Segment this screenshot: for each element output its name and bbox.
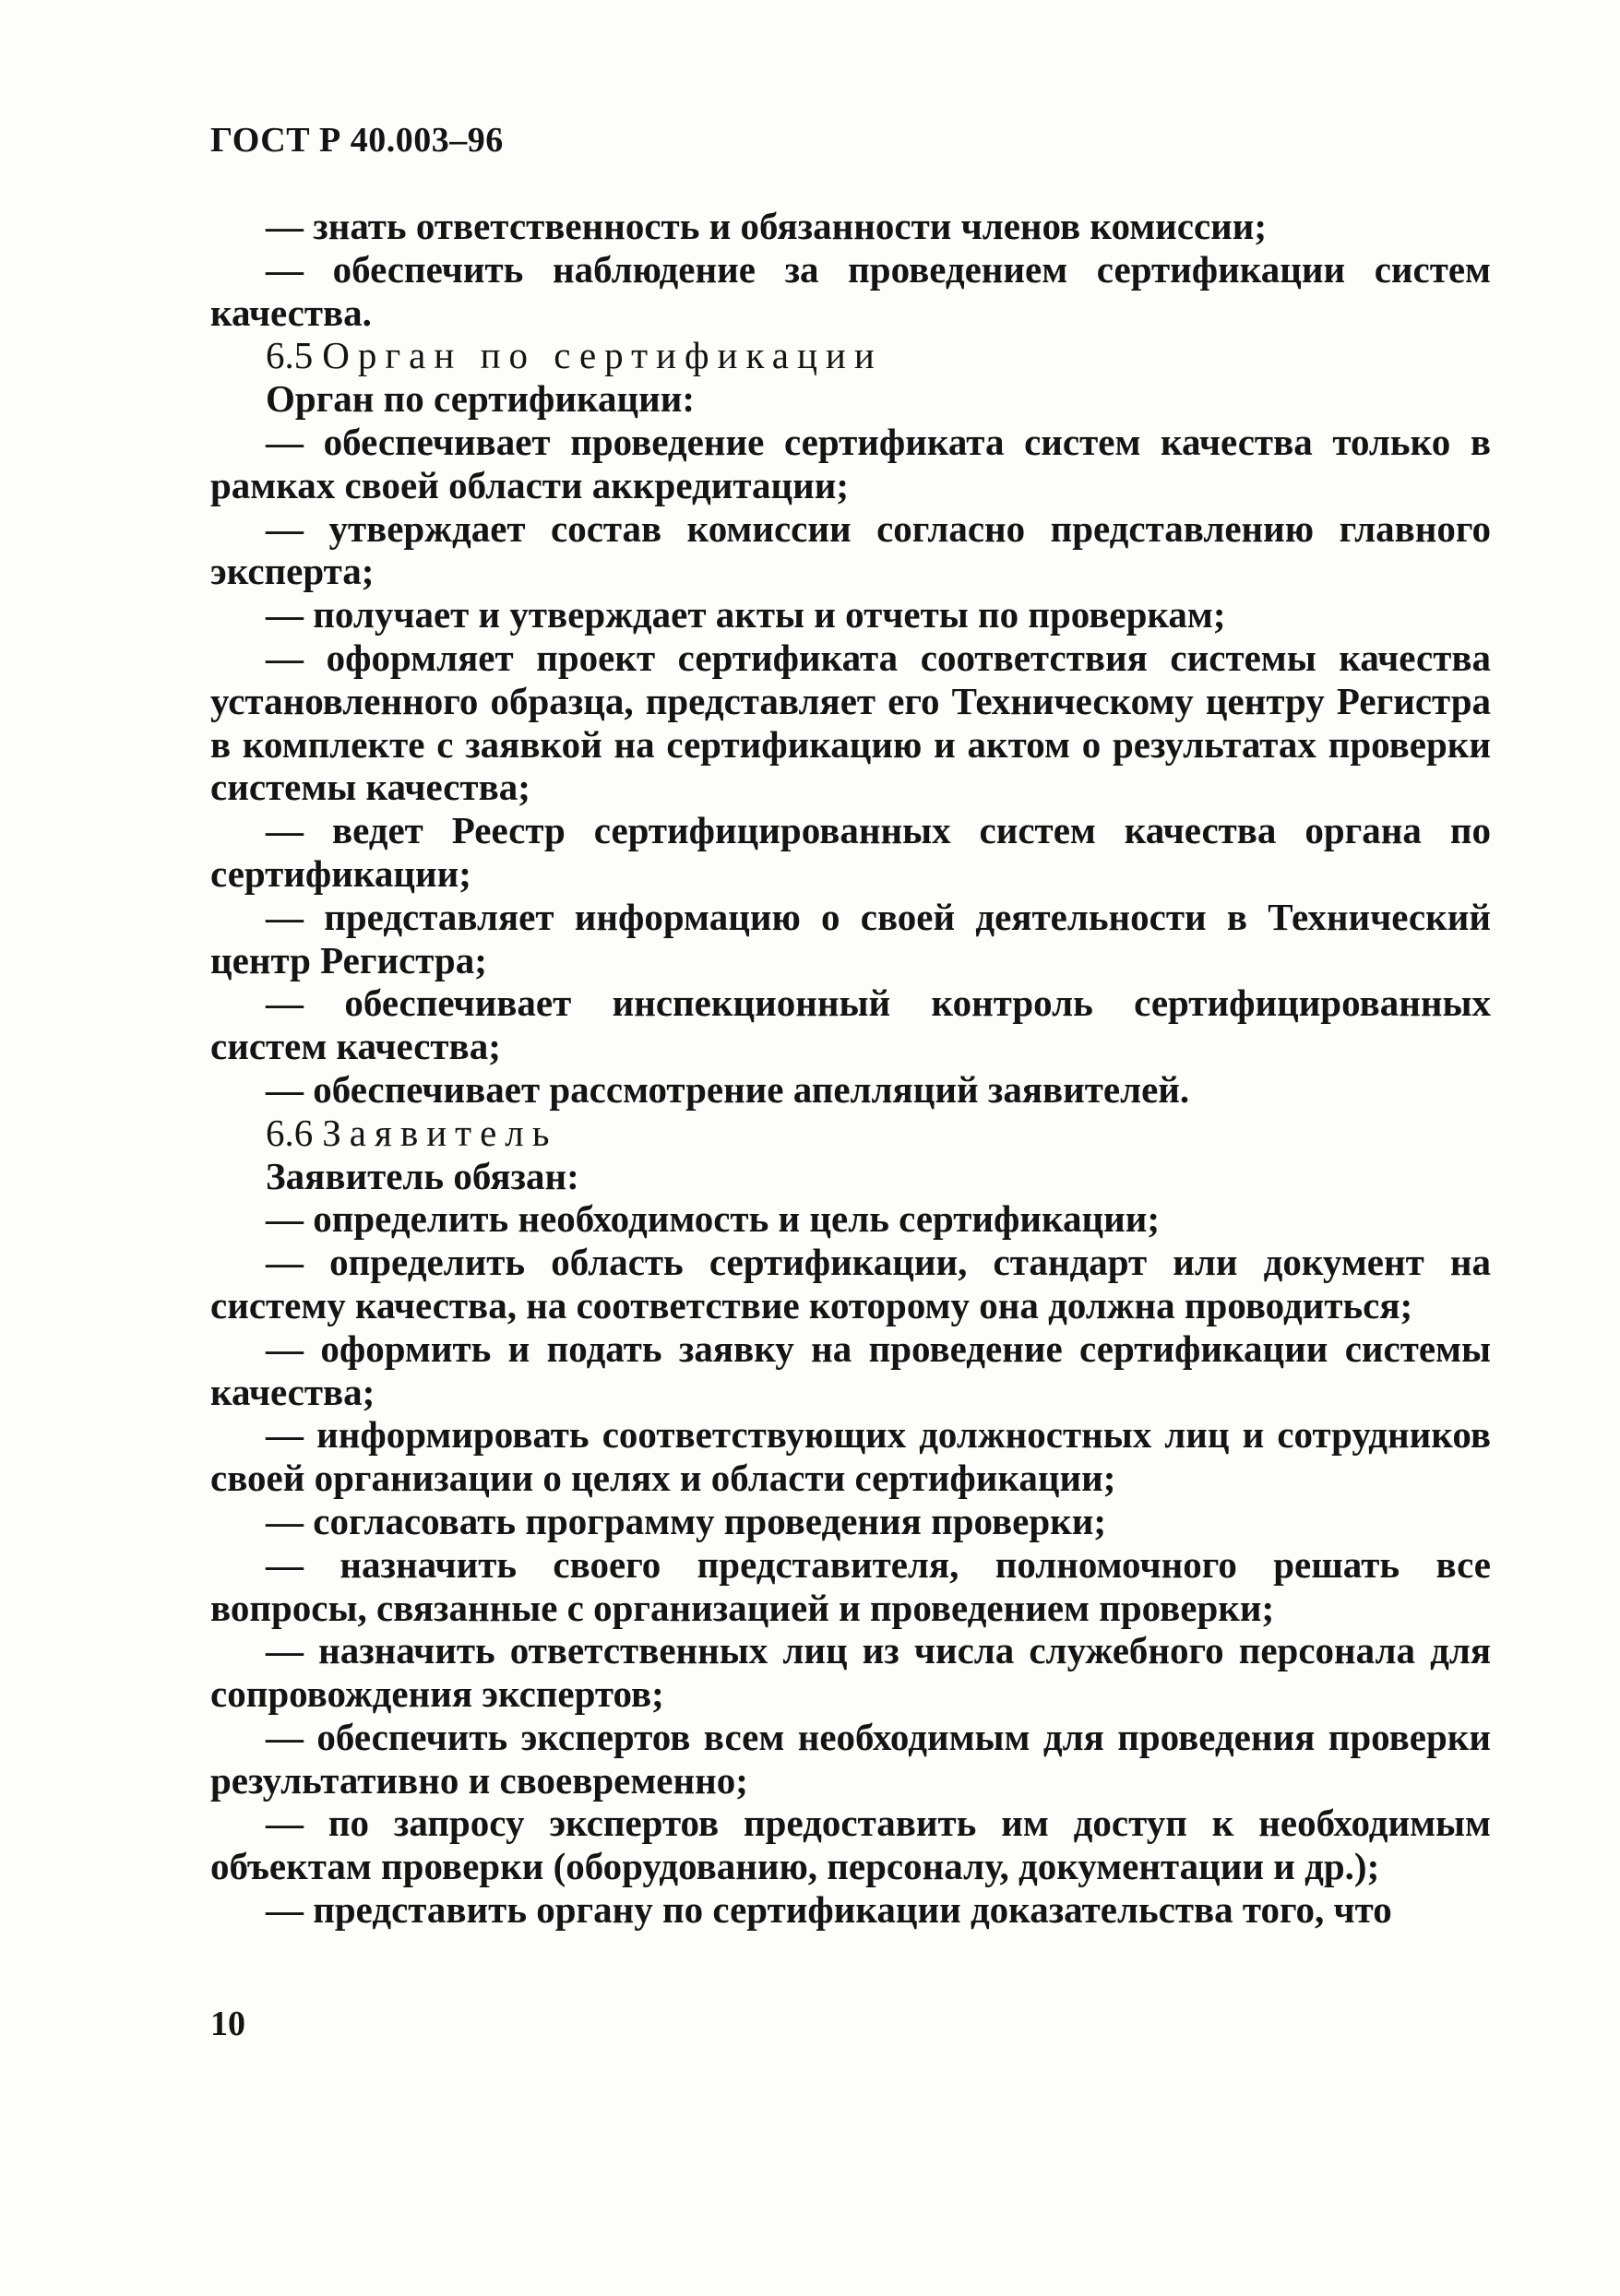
list-item: — оформляет проект сертификата соответствия системы качества установленного образца, представляет его Техническому центру Регистра в комплекте с заявкой на сертификацию и актом о результатах проверки системы качества; <box>210 636 1491 809</box>
list-item: — ведет Реестр сертифицированных систем качества органа по сертификации; <box>210 809 1491 895</box>
section-heading-6-5 <box>210 334 1491 377</box>
list-item: — информировать соответствующих должностных лиц и сотрудников своей организации о целях и области сертификации; <box>210 1413 1491 1500</box>
list-item: — обеспечивает проведение сертификата систем качества только в рамках своей области аккредитации; <box>210 420 1491 506</box>
running-head: ГОСТ Р 40.003–96 <box>210 121 504 160</box>
list-item: — обеспечить экспертов всем необходимым для проведения проверки результативно и своевременно; <box>210 1715 1491 1802</box>
list-item: — обеспечить наблюдение за проведением сертификации систем качества. <box>210 247 1491 334</box>
section-number: 6.5 <box>266 334 314 377</box>
section-number: 6.6 <box>266 1111 314 1154</box>
page-number: 10 <box>210 2005 245 2043</box>
list-item: — назначить своего представителя, полномочного решать все вопросы, связанные с организацией и проведением проверки; <box>210 1542 1491 1629</box>
list-item: — назначить ответственных лиц из числа служебного персонала для сопровождения экспертов; <box>210 1629 1491 1716</box>
list-item: — представить органу по сертификации доказательства того, что <box>266 1888 1392 1932</box>
list-item: — определить необходимость и цель сертификации; <box>266 1197 1161 1241</box>
section-intro: Заявитель обязан: <box>266 1154 579 1197</box>
section-title: Орган по сертификации <box>322 334 883 377</box>
list-item: — согласовать программу проведения проверки; <box>266 1499 1107 1542</box>
list-item: — по запросу экспертов предоставить им доступ к необходимым объектам проверки (оборудованию, персоналу, документации и др.); <box>210 1802 1491 1888</box>
list-item: — знать ответственность и обязанности членов комиссии; <box>266 205 1268 247</box>
list-item: — обеспечивает рассмотрение апелляций заявителей. <box>266 1067 1190 1111</box>
list-item: — представляет информацию о своей деятельности в Технический центр Регистра; <box>210 895 1491 981</box>
list-item: — определить область сертификации, стандарт или документ на систему качества, на соответствие которому она должна проводиться; <box>210 1241 1491 1326</box>
section-intro: Орган по сертификации: <box>266 377 695 421</box>
list-item: — оформить и подать заявку на проведение сертификации системы качества; <box>210 1326 1491 1413</box>
section-title: Заявитель <box>322 1111 558 1154</box>
list-item: — утверждает состав комиссии согласно представлению главного эксперта; <box>210 506 1491 593</box>
list-item: — обеспечивает инспекционный контроль сертифицированных систем качества; <box>210 981 1491 1068</box>
body-text <box>210 205 1491 1932</box>
section-heading-6-6 <box>210 1112 1491 1155</box>
list-item: — получает и утверждает акты и отчеты по проверкам; <box>266 593 1226 636</box>
